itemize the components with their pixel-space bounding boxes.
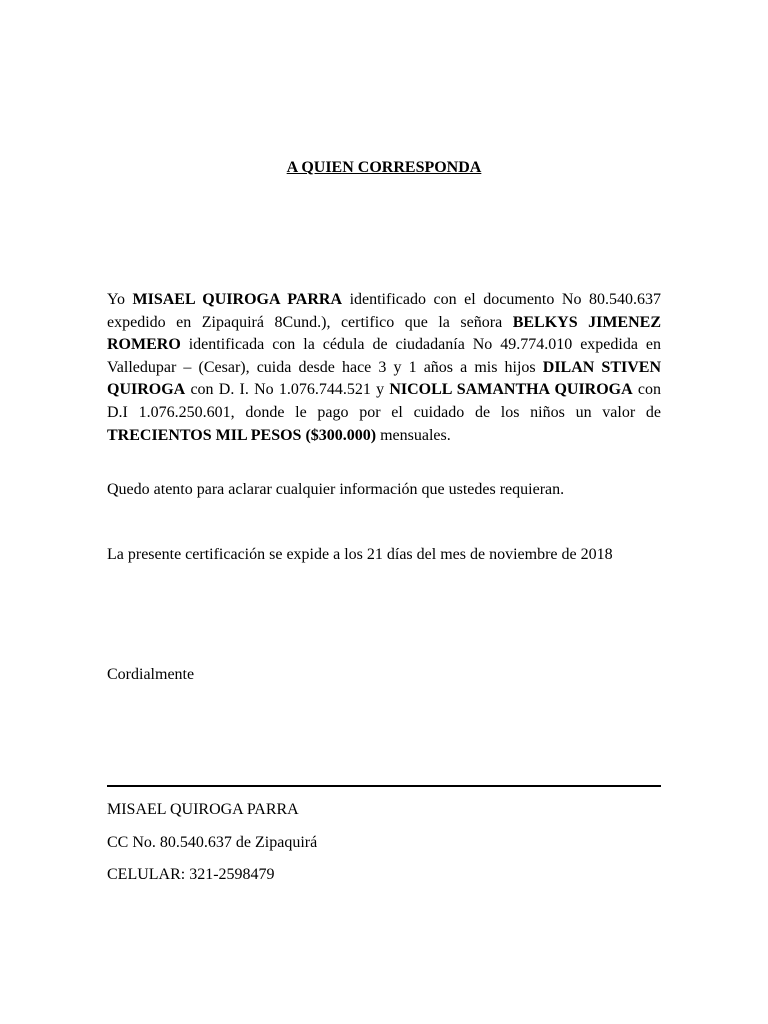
body-text-2: identificado con el documento No 80.540.637 expedido en Zipaquirá 8Cund.), certifico que la señora: [107, 291, 662, 331]
signatory-id: CC No. 80.540.637 de Zipaquirá: [107, 834, 318, 851]
body-text-3: identificada con la cédula de ciudadanía No 49.774.010 expedida en Valledupar – (Cesar), cuida desde hace 3 y 1 años a mis hijos: [107, 336, 661, 376]
certification-paragraph: [107, 289, 661, 447]
signatory-name: MISAEL QUIROGA PARRA: [107, 801, 299, 818]
body-text-1: Yo: [107, 291, 133, 308]
document-title: A QUIEN CORRESPONDA: [286, 159, 482, 176]
body-text-6: mensuales.: [376, 426, 451, 444]
certifier-name: MISAEL QUIROGA PARRA: [132, 291, 343, 308]
child-name-1: DILAN STIVEN QUIROGA: [107, 358, 662, 399]
body-text-4: con D. I. No 1.076.744.521 y: [185, 381, 390, 399]
child-name-2: NICOLL SAMANTHA QUIROGA: [389, 381, 633, 399]
payment-amount: TRECIENTOS MIL PESOS ($300.000): [107, 426, 377, 444]
signature-line: [107, 785, 661, 787]
signatory-phone: CELULAR: 321-2598479: [107, 866, 275, 883]
closing-salutation: Cordialmente: [107, 666, 195, 683]
caregiver-name: BELKYS JIMENEZ ROMERO: [107, 313, 662, 354]
availability-paragraph: Quedo atento para aclarar cualquier información que ustedes requieran.: [107, 481, 565, 498]
issue-date-paragraph: La presente certificación se expide a los 21 días del mes de noviembre de 2018: [107, 546, 613, 563]
body-text-5: con D.I 1.076.250.601, donde le pago por el cuidado de los niños un valor de: [107, 381, 661, 421]
